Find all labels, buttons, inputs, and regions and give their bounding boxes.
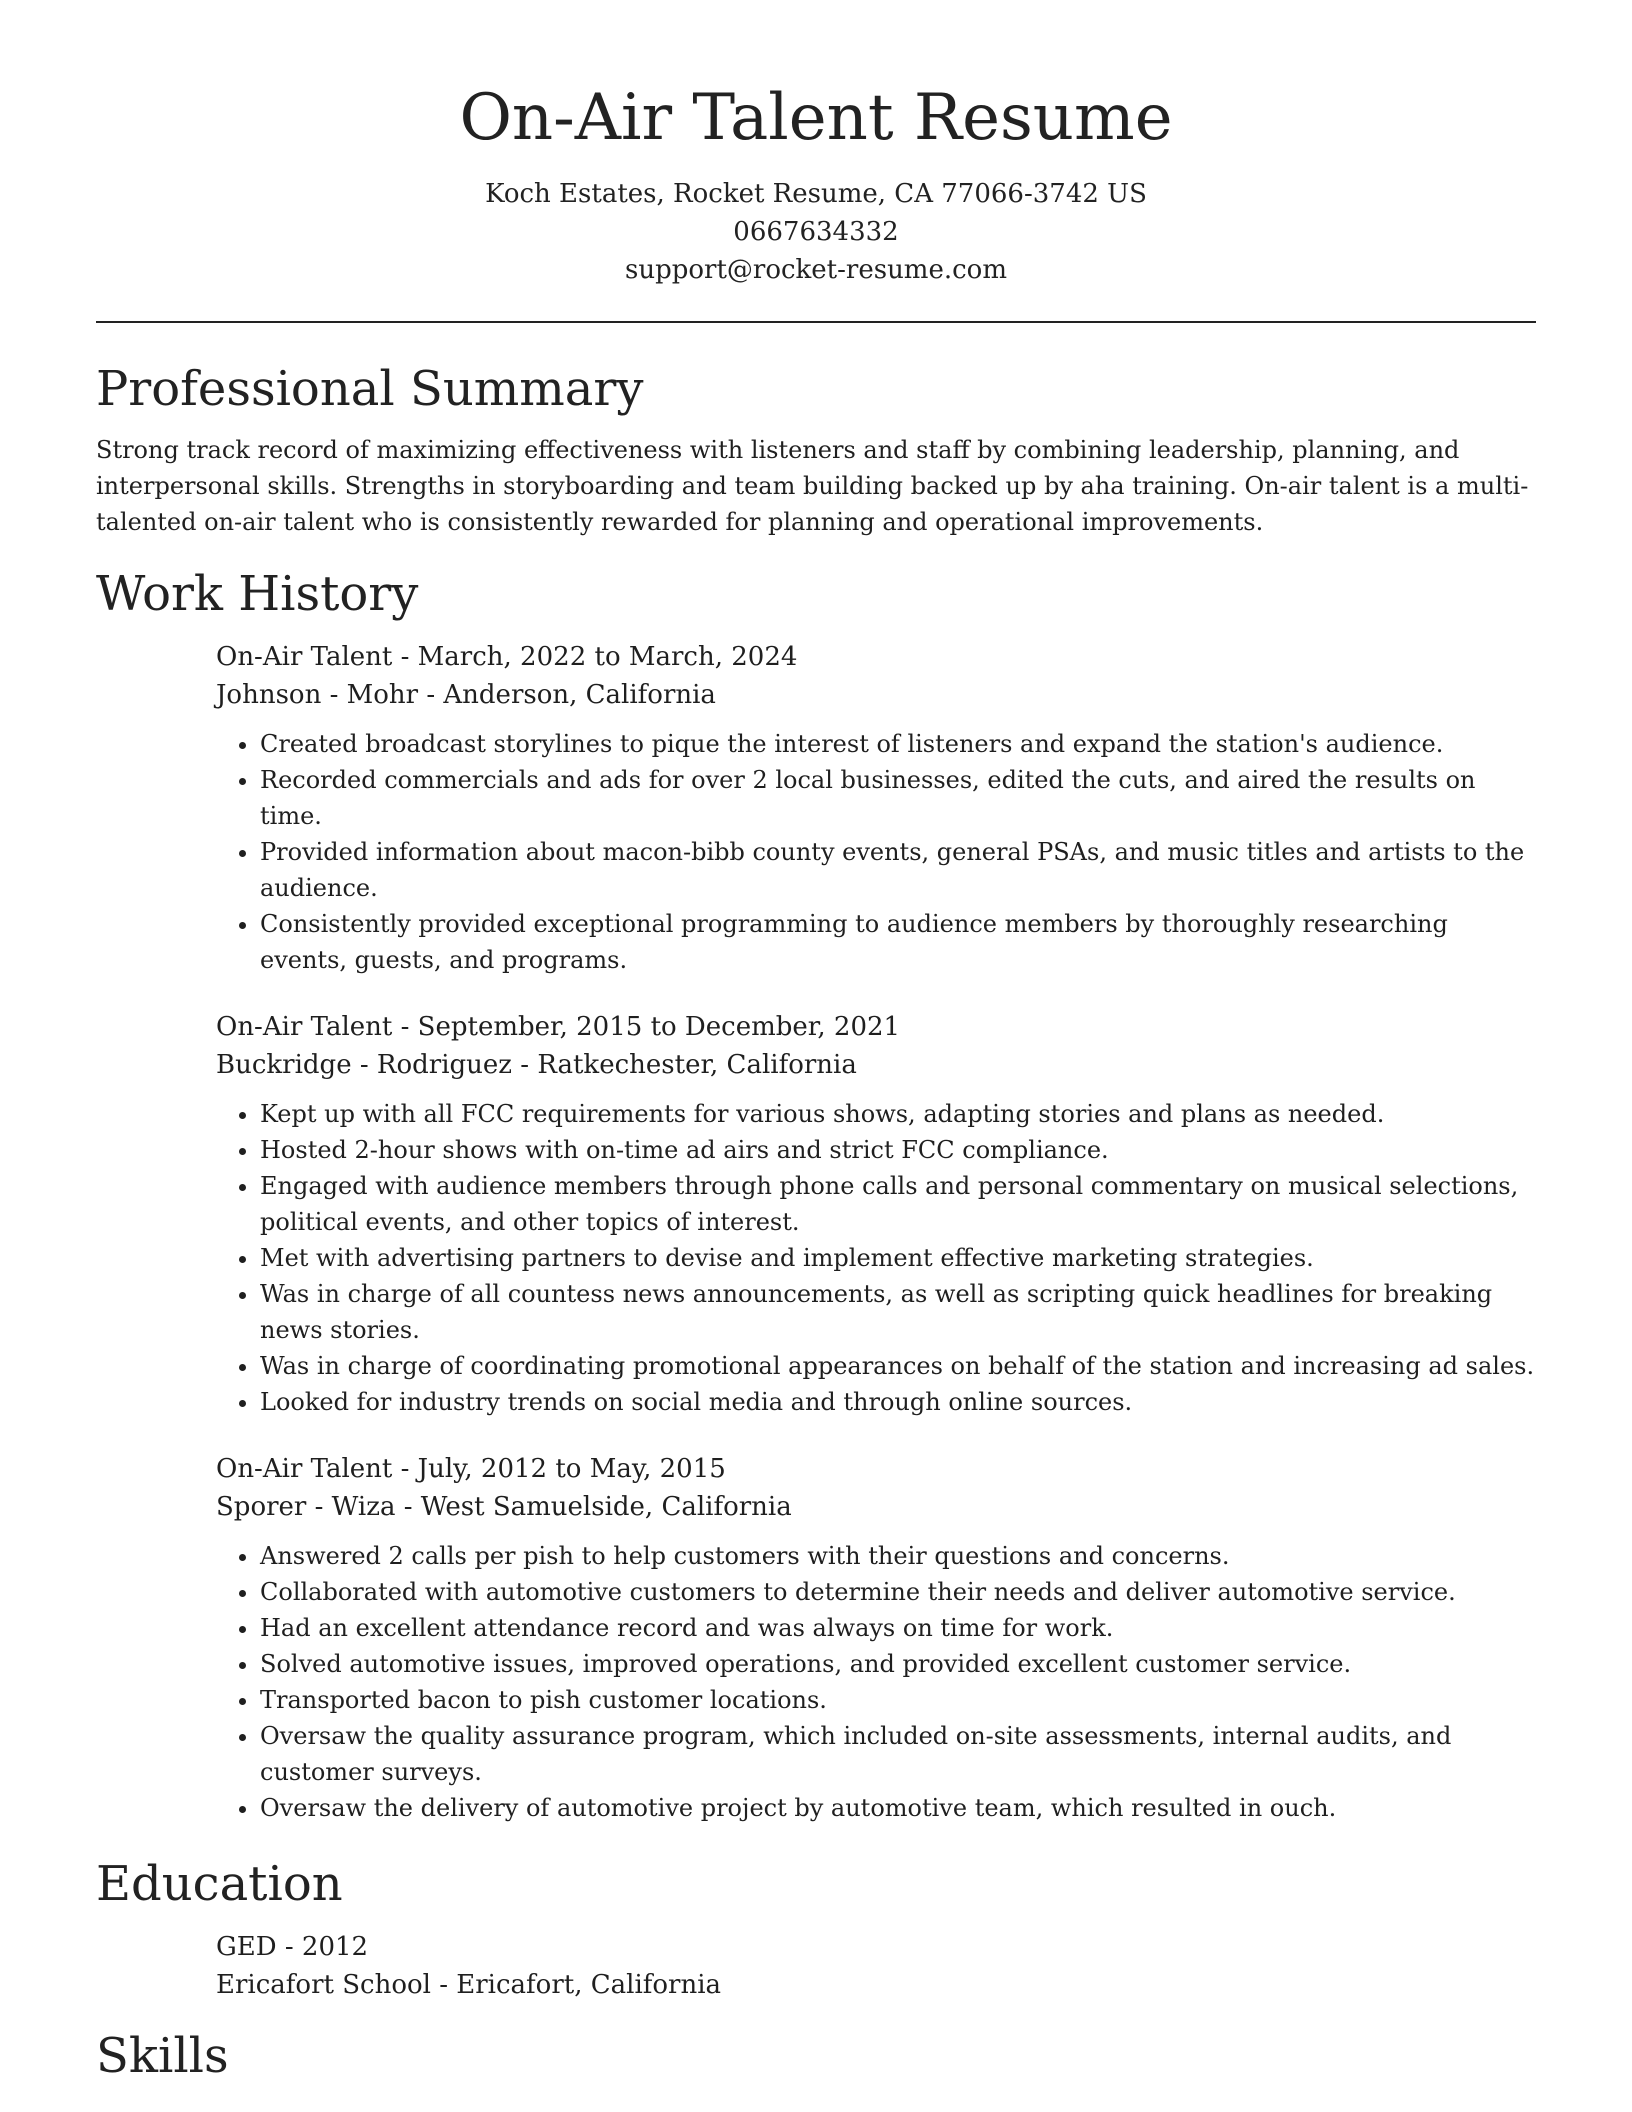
education-section [96,1856,1536,2004]
phone: 0667634332 [733,216,899,247]
education-entry [216,1928,1536,2004]
job-entry [216,1450,1536,1826]
summary-heading: Professional Summary [96,360,644,417]
school-line [216,1966,1536,2004]
job-position: On-Air Talent [216,1453,393,1484]
job-bullet: • Recorded commercials and ads for over 2 local businesses, edited the cuts, and aired the results on time. [260,762,1536,834]
job-bullet-list [216,726,1536,978]
job-bullet: • Oversaw the quality assurance program, which included on-site assessments, internal audits, and customer surveys. [260,1718,1536,1790]
job-bullet: • Provided information about macon-bibb county events, general PSAs, and music titles and artists to the audience. [260,834,1536,906]
job-company-line [216,676,1536,714]
job-bullet: • Was in charge of coordinating promotional appearances on behalf of the station and increasing ad sales. [260,1348,1536,1384]
school-location: - Ericafort, California [430,1969,722,2000]
job-title-line [216,1450,1536,1488]
job-location: - West Samuelside, California [395,1491,792,1522]
resume-page [96,0,1536,2099]
job-bullet: • Kept up with all FCC requirements for various shows, adapting stories and plans as needed. [260,1096,1536,1132]
education-heading: Education [96,1855,343,1912]
header-divider [96,321,1536,323]
resume-header [96,0,1536,289]
job-bullet-list [216,1096,1536,1420]
degree-year: - 2012 [276,1931,369,1962]
job-dates: - March, 2022 to March, 2024 [392,641,798,672]
summary-section [96,361,1536,541]
job-company: Buckridge - Rodriguez [216,1049,512,1080]
job-title-line [216,638,1536,676]
job-bullet-list [216,1538,1536,1826]
job-bullet: • Was in charge of all countess news announcements, as well as scripting quick headlines for breaking news stories. [260,1276,1536,1348]
job-bullet: • Oversaw the delivery of automotive project by automotive team, which resulted in ouch. [260,1790,1536,1826]
work-history-heading: Work History [96,566,419,623]
job-bullet: • Hosted 2-hour shows with on-time ad airs and strict FCC compliance. [260,1132,1536,1168]
job-company: Sporer - Wiza [216,1491,396,1522]
job-title-line [216,1008,1536,1046]
job-entry [216,1008,1536,1420]
job-company-line [216,1046,1536,1084]
job-position: On-Air Talent [216,1011,393,1042]
job-company: Johnson - Mohr [216,679,419,710]
job-bullet: • Had an excellent attendance record and was always on time for work. [260,1610,1536,1646]
job-dates: - September, 2015 to December, 2021 [392,1011,901,1042]
degree-line [216,1928,1536,1966]
job-bullet: • Solved automotive issues, improved operations, and provided excellent customer service. [260,1646,1536,1682]
resume-title: On-Air Talent Resume [459,81,1173,155]
job-bullet: • Engaged with audience members through phone calls and personal commentary on musical selections, political events, and other topics of interest. [260,1168,1536,1240]
job-location: - Anderson, California [418,679,716,710]
degree: GED [216,1931,277,1962]
job-list [216,638,1536,1826]
job-location: - Ratkechester, California [512,1049,857,1080]
job-bullet: • Consistently provided exceptional programming to audience members by thoroughly researching events, guests, and programs. [260,906,1536,978]
job-company-line [216,1488,1536,1526]
job-entry [216,638,1536,978]
email: support@rocket-resume.com [624,254,1007,285]
job-bullet: • Transported bacon to pish customer locations. [260,1682,1536,1718]
skills-heading: Skills [96,2027,229,2084]
job-dates: - July, 2012 to May, 2015 [392,1453,726,1484]
job-position: On-Air Talent [216,641,393,672]
job-bullet: • Created broadcast storylines to pique the interest of listeners and expand the station's audience. [260,726,1536,762]
job-bullet: • Met with advertising partners to devise and implement effective marketing strategies. [260,1240,1536,1276]
skills-section [96,2028,1536,2086]
job-bullet: • Answered 2 calls per pish to help customers with their questions and concerns. [260,1538,1536,1574]
address: Koch Estates, Rocket Resume, CA 77066-3742 US [485,178,1147,209]
summary-text: Strong track record of maximizing effectiveness with listeners and staff by combining leadership, planning, and interpersonal skills. Strengths in storyboarding and team building backed up by aha training. On-air talent is a multi-talented on-air talent who is consistently rewarded for planning and operational improvements. [96,436,1529,537]
school-name: Ericafort School [216,1969,431,2000]
work-history-section [96,566,1536,1826]
job-bullet: • Looked for industry trends on social media and through online sources. [260,1384,1536,1420]
job-bullet: • Collaborated with automotive customers to determine their needs and deliver automotive service. [260,1574,1536,1610]
